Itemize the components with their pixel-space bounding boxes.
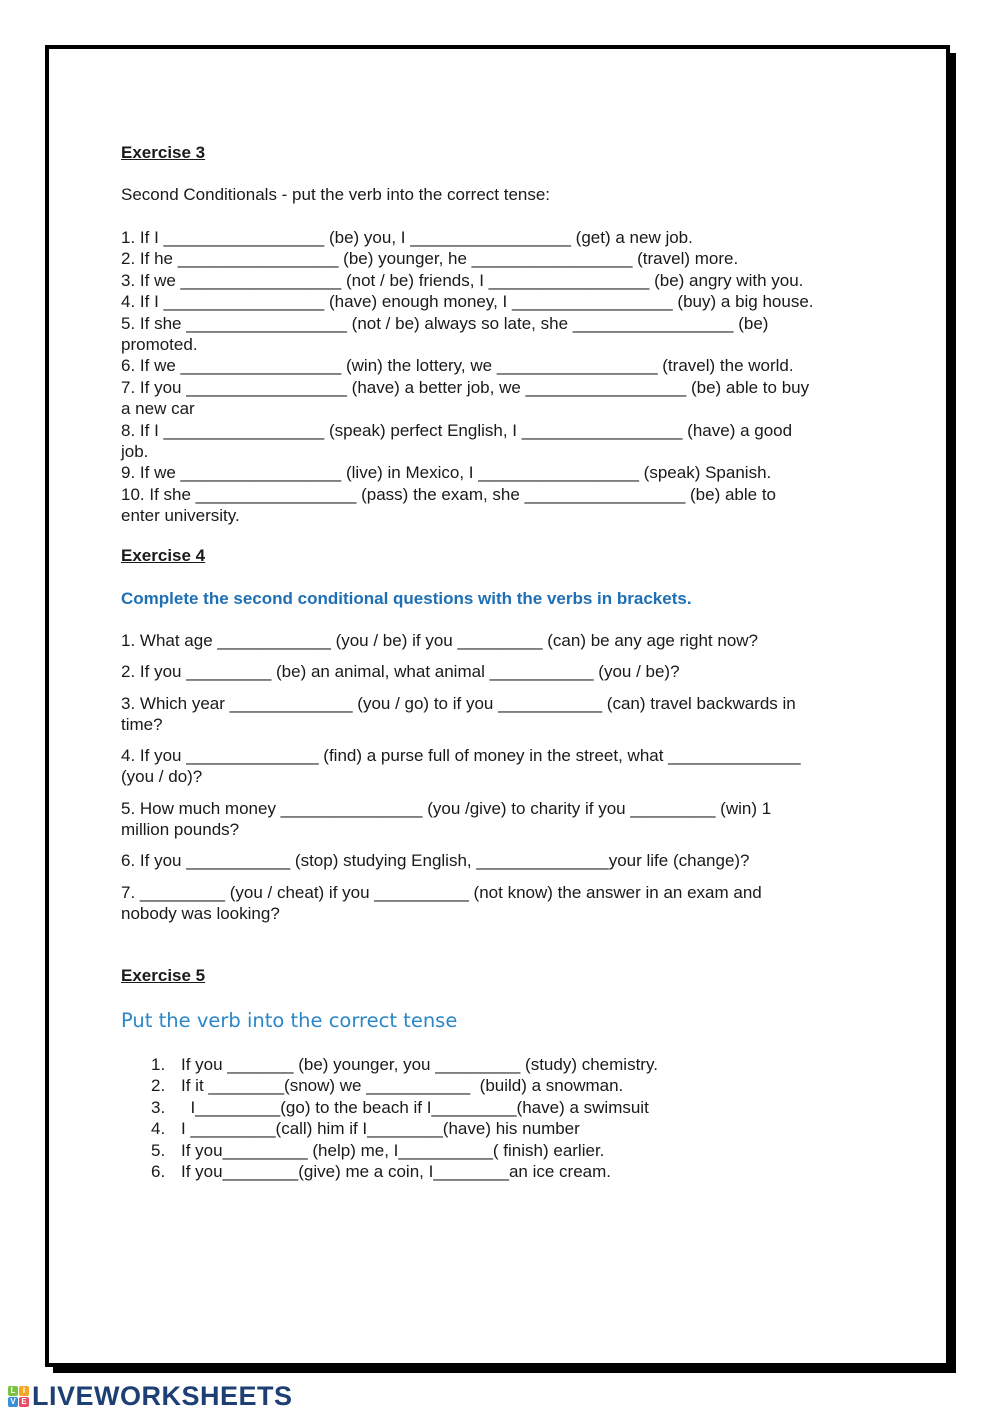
exercise-5-item (151, 1075, 658, 1096)
exercise-4-item (121, 630, 758, 651)
item-number: 5. (151, 1140, 166, 1160)
liveworksheets-logo (8, 1381, 293, 1412)
exercise-3-line: enter university. (121, 506, 240, 526)
exercise-5-list (151, 1054, 658, 1182)
item-number: 1. (151, 1055, 166, 1074)
exercise-4-item (121, 850, 750, 871)
item-text: If you________(give) me a coin, I________an ice cream. (181, 1161, 611, 1181)
exercise-3-line: 8. If I _________________ (speak) perfect English, I _________________ (have) a good (121, 420, 793, 440)
exercise-4-instruction: Complete the second conditional questions with the verbs in brackets. (121, 589, 692, 608)
exercise-4-line: 6. If you ___________ (stop) studying English, ______________your life (change)? (121, 851, 750, 870)
exercise-3-line: 3. If we _________________ (not / be) friends, I _________________ (be) angry with you. (121, 270, 804, 290)
exercise-3-line: 2. If he _________________ (be) younger, he _________________ (travel) more. (121, 249, 739, 269)
exercise-3-list (121, 227, 814, 526)
tile: L (8, 1386, 18, 1396)
exercise-3-line: 5. If she _________________ (not / be) always so late, she _________________ (be) (121, 313, 769, 333)
exercise-4-line: nobody was looking? (121, 904, 280, 923)
tile: V (8, 1397, 18, 1407)
tile: E (19, 1397, 29, 1407)
item-text: I _________(call) him if I________(have) his number (181, 1119, 580, 1139)
exercise-3-line: 9. If we _________________ (live) in Mexico, I _________________ (speak) Spanish. (121, 463, 772, 483)
exercise-3-heading: Exercise 3 (121, 143, 206, 162)
exercise-5-instruction: Put the verb into the correct tense (121, 1009, 458, 1032)
item-number: 3. (151, 1097, 166, 1117)
exercise-3-line: job. (121, 441, 149, 461)
exercise-3-line: promoted. (121, 334, 198, 354)
brand-name: LIVEWORKSHEETS (32, 1381, 293, 1411)
exercise-4-line: 5. How much money _______________ (you /give) to charity if you _________ (win) 1 (121, 799, 772, 818)
exercise-3-line: 6. If we _________________ (win) the lottery, we _________________ (travel) the world. (121, 356, 794, 376)
logo-tiles-icon (8, 1386, 29, 1407)
exercise-5-item (151, 1161, 658, 1182)
exercise-4-item (121, 661, 680, 682)
exercise-3-line: 7. If you _________________ (have) a better job, we _________________ (be) able to buy (121, 377, 810, 397)
exercise-3-line: a new car (121, 399, 195, 419)
exercise-4-heading: Exercise 4 (121, 546, 206, 565)
exercise-5-item (151, 1097, 658, 1118)
exercise-4-item (121, 745, 801, 787)
exercise-4-line: million pounds? (121, 820, 240, 839)
item-text: If it ________(snow) we ___________ (build) a snowman. (181, 1076, 624, 1096)
item-text: If you_________ (help) me, I__________( finish) earlier. (181, 1140, 605, 1160)
exercise-3-line: 4. If I _________________ (have) enough money, I _________________ (buy) a big house. (121, 292, 814, 312)
tile: I (19, 1386, 29, 1396)
exercise-3-line: 1. If I _________________ (be) you, I _________________ (get) a new job. (121, 228, 693, 247)
item-number: 4. (151, 1119, 166, 1139)
exercise-4-item (121, 693, 796, 735)
exercise-5-item (151, 1140, 658, 1161)
exercise-4-line: time? (121, 715, 163, 734)
exercise-4-line: 2. If you _________ (be) an animal, what animal ___________ (you / be)? (121, 662, 680, 681)
item-text: I_________(go) to the beach if I_________(have) a swimsuit (181, 1097, 649, 1117)
item-number: 2. (151, 1076, 166, 1096)
exercise-3-intro: Second Conditionals - put the verb into the correct tense: (121, 185, 551, 204)
exercise-4-line: 1. What age ____________ (you / be) if you _________ (can) be any age right now? (121, 631, 759, 650)
exercise-4-line: 4. If you ______________ (find) a purse full of money in the street, what ______________ (121, 746, 801, 765)
exercise-4-line: (you / do)? (121, 767, 203, 786)
exercise-3-line: 10. If she _________________ (pass) the exam, she _________________ (be) able to (121, 484, 777, 504)
exercise-5-item (151, 1054, 658, 1075)
item-text: If you _______ (be) younger, you _________ (study) chemistry. (181, 1055, 658, 1074)
exercise-4-item (121, 798, 771, 840)
exercise-4-item (121, 882, 762, 924)
exercise-5-item (151, 1118, 658, 1139)
item-number: 6. (151, 1161, 166, 1181)
exercise-5-heading: Exercise 5 (121, 966, 206, 985)
exercise-4-line: 7. _________ (you / cheat) if you __________ (not know) the answer in an exam and (121, 883, 762, 902)
exercise-4-line: 3. Which year _____________ (you / go) to if you ___________ (can) travel backwards in (121, 694, 796, 713)
